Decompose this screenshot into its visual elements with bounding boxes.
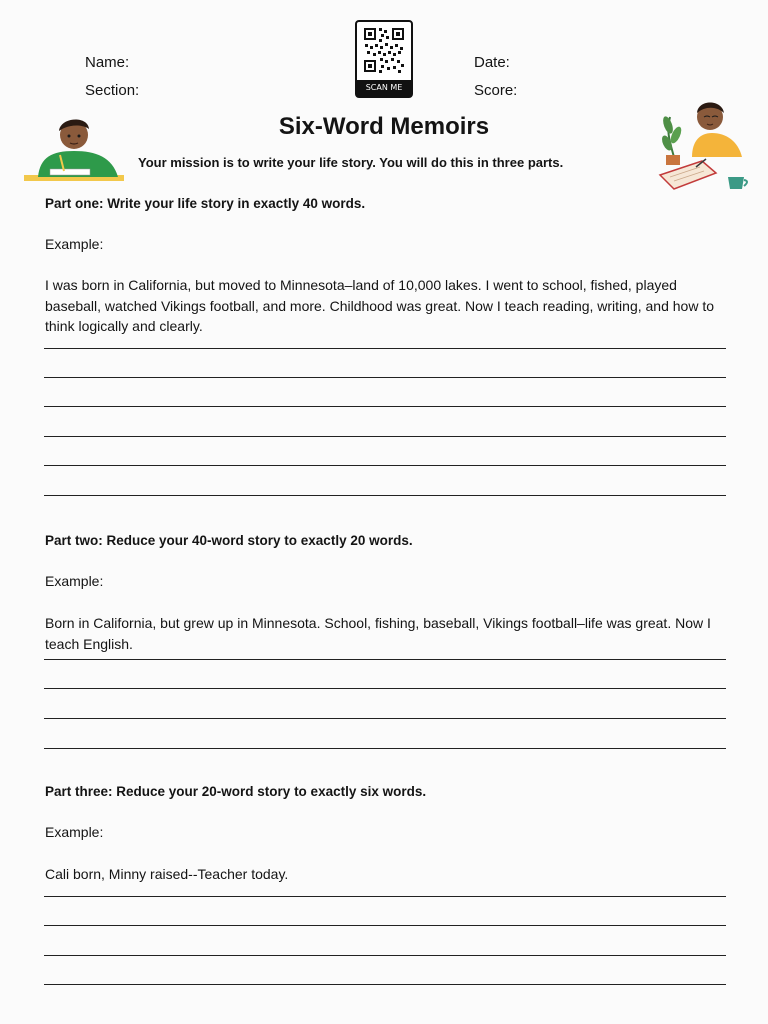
part-three-example-text: Cali born, Minny raised--Teacher today. [45,866,289,882]
part-one-example-text: I was born in California, but moved to Minnesota–land of 10,000 lakes. I went to school, fished, played baseball, watched Vikings football, and more. Childhood was great. Now I teach reading, writing, and how to think logically and clearly. [45,277,715,334]
writing-line[interactable] [44,748,726,749]
mission-statement: Your mission is to write your life story. You will do this in three parts. [138,155,564,170]
score-label: Score: [474,82,518,99]
part-one-heading: Part one: Write your life story in exactly 40 words. [45,196,366,211]
writing-line[interactable] [44,984,726,985]
writing-line[interactable] [44,436,726,437]
section-label: Section: [85,82,140,99]
part-two-example-label: Example: [45,573,104,589]
part-two-heading: Part two: Reduce your 40-word story to exactly 20 words. [45,533,413,548]
writing-line[interactable] [44,406,726,407]
part-three-heading: Part three: Reduce your 20-word story to exactly six words. [45,784,427,799]
girl-writing-illustration [656,95,756,193]
writing-line[interactable] [44,348,726,349]
part-one-example-label: Example: [45,236,104,252]
date-label: Date: [474,54,510,71]
writing-line[interactable] [44,688,726,689]
writing-line[interactable] [44,659,726,660]
writing-line[interactable] [44,925,726,926]
name-label: Name: [85,54,130,71]
part-three-example-label: Example: [45,824,104,840]
writing-line[interactable] [44,465,726,466]
writing-line[interactable] [44,495,726,496]
part-two-example-text: Born in California, but grew up in Minnesota. School, fishing, baseball, Vikings football–life was great. Now I teach English. [45,615,711,652]
qr-code-icon [357,22,411,80]
page-title: Six-Word Memoirs [278,113,490,140]
writing-line[interactable] [44,955,726,956]
writing-line[interactable] [44,896,726,897]
writing-line[interactable] [44,718,726,719]
qr-code[interactable] [355,20,413,98]
qr-scan-caption: SCAN ME [357,80,411,96]
writing-line[interactable] [44,377,726,378]
